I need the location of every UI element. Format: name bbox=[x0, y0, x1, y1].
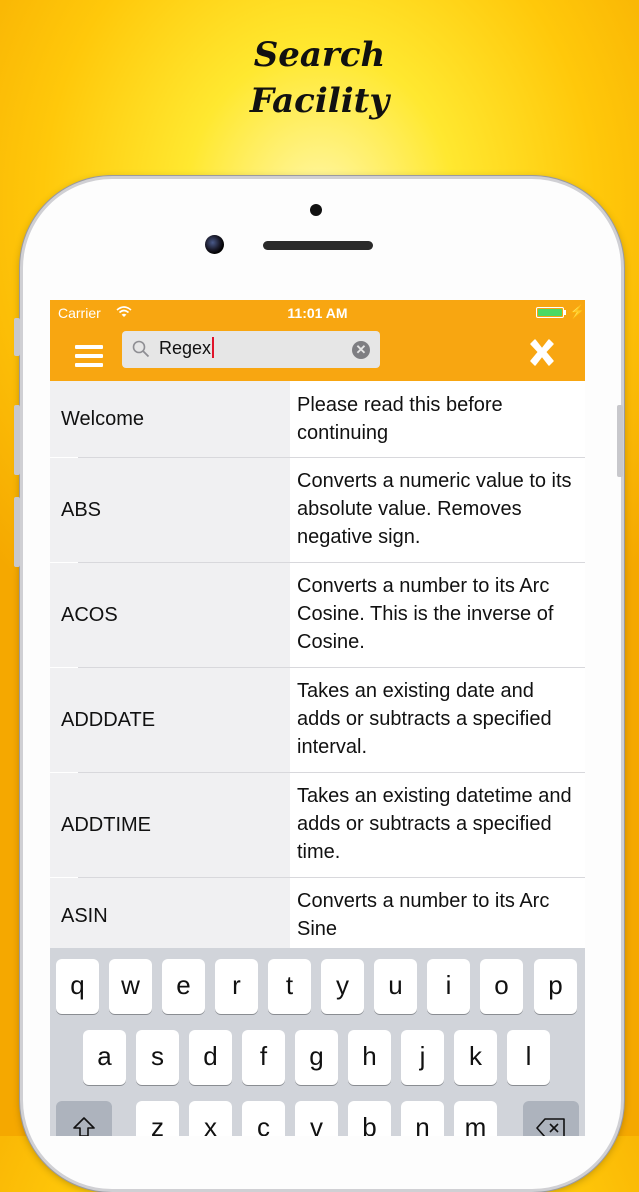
hamburger-menu-icon[interactable] bbox=[75, 345, 103, 367]
volume-up-button bbox=[14, 405, 20, 475]
key-i[interactable]: i bbox=[427, 959, 470, 1014]
charging-bolt-icon: ⚡ bbox=[569, 304, 585, 319]
status-bar bbox=[50, 300, 585, 326]
key-u[interactable]: u bbox=[374, 959, 417, 1014]
search-input-value[interactable]: Regex bbox=[159, 338, 214, 359]
navigation-bar bbox=[50, 300, 585, 381]
list-item-name: ADDTIME bbox=[61, 814, 151, 836]
battery-icon bbox=[536, 307, 564, 318]
list-item-name: Welcome bbox=[61, 408, 144, 430]
key-b[interactable]: b bbox=[348, 1101, 391, 1136]
magnifier-icon bbox=[132, 340, 150, 358]
key-y[interactable]: y bbox=[321, 959, 364, 1014]
list-item-description: Converts a number to its Arc Sine bbox=[297, 890, 550, 940]
delete-key[interactable] bbox=[523, 1101, 579, 1136]
key-q[interactable]: q bbox=[56, 959, 99, 1014]
list-item-name: ABS bbox=[61, 499, 102, 521]
volume-down-button bbox=[14, 497, 20, 567]
list-item-name: ASIN bbox=[61, 905, 108, 927]
list-item[interactable] bbox=[50, 381, 585, 457]
key-m[interactable]: m bbox=[454, 1101, 497, 1136]
key-o[interactable]: o bbox=[480, 959, 523, 1014]
list-item[interactable] bbox=[50, 878, 585, 958]
shift-key[interactable] bbox=[56, 1101, 112, 1136]
list-item-name: ADDDATE bbox=[61, 709, 156, 731]
battery-tip bbox=[564, 310, 566, 315]
key-e[interactable]: e bbox=[162, 959, 205, 1014]
list-item[interactable] bbox=[50, 773, 585, 877]
key-v[interactable]: v bbox=[295, 1101, 338, 1136]
promo-title-line2: Facility bbox=[249, 81, 390, 121]
close-x-icon[interactable] bbox=[528, 336, 556, 368]
onscreen-keyboard bbox=[50, 948, 585, 1136]
app-screen bbox=[50, 300, 585, 1136]
list-item[interactable] bbox=[50, 668, 585, 772]
list-item-name: ACOS bbox=[61, 604, 118, 626]
proximity-sensor bbox=[310, 204, 322, 216]
list-item-description: Takes an existing datetime and adds or subtracts a specified time. bbox=[297, 785, 572, 863]
key-a[interactable]: a bbox=[83, 1030, 126, 1085]
text-caret bbox=[212, 337, 214, 358]
key-x[interactable]: x bbox=[189, 1101, 232, 1136]
promo-title-line1: Search bbox=[253, 35, 386, 75]
key-p[interactable]: p bbox=[534, 959, 577, 1014]
key-z[interactable]: z bbox=[136, 1101, 179, 1136]
list-item-description: Please read this before continuing bbox=[297, 394, 503, 444]
list-item[interactable] bbox=[50, 563, 585, 667]
key-j[interactable]: j bbox=[401, 1030, 444, 1085]
key-c[interactable]: c bbox=[242, 1101, 285, 1136]
backspace-icon bbox=[536, 1117, 566, 1136]
list-item-description: Converts a numeric value to its absolute value. Removes negative sign. bbox=[297, 470, 572, 548]
key-d[interactable]: d bbox=[189, 1030, 232, 1085]
key-w[interactable]: w bbox=[109, 959, 152, 1014]
search-input[interactable] bbox=[122, 331, 380, 368]
mute-switch bbox=[14, 318, 20, 356]
shift-arrow-icon bbox=[72, 1115, 96, 1136]
power-button bbox=[617, 405, 623, 477]
status-time: 11:01 AM bbox=[287, 305, 348, 321]
key-k[interactable]: k bbox=[454, 1030, 497, 1085]
key-f[interactable]: f bbox=[242, 1030, 285, 1085]
key-h[interactable]: h bbox=[348, 1030, 391, 1085]
earpiece-speaker bbox=[263, 241, 373, 250]
key-s[interactable]: s bbox=[136, 1030, 179, 1085]
key-l[interactable]: l bbox=[507, 1030, 550, 1085]
list-item-description: Takes an existing date and adds or subtracts a specified interval. bbox=[297, 680, 552, 758]
list-item[interactable] bbox=[50, 458, 585, 562]
key-g[interactable]: g bbox=[295, 1030, 338, 1085]
key-t[interactable]: t bbox=[268, 959, 311, 1014]
promo-title bbox=[0, 32, 639, 124]
key-n[interactable]: n bbox=[401, 1101, 444, 1136]
front-camera bbox=[205, 235, 224, 254]
carrier-label: Carrier bbox=[58, 305, 101, 321]
list-item-description: Converts a number to its Arc Cosine. This is the inverse of Cosine. bbox=[297, 575, 554, 653]
clear-x-icon[interactable]: ✕ bbox=[352, 341, 370, 359]
key-r[interactable]: r bbox=[215, 959, 258, 1014]
